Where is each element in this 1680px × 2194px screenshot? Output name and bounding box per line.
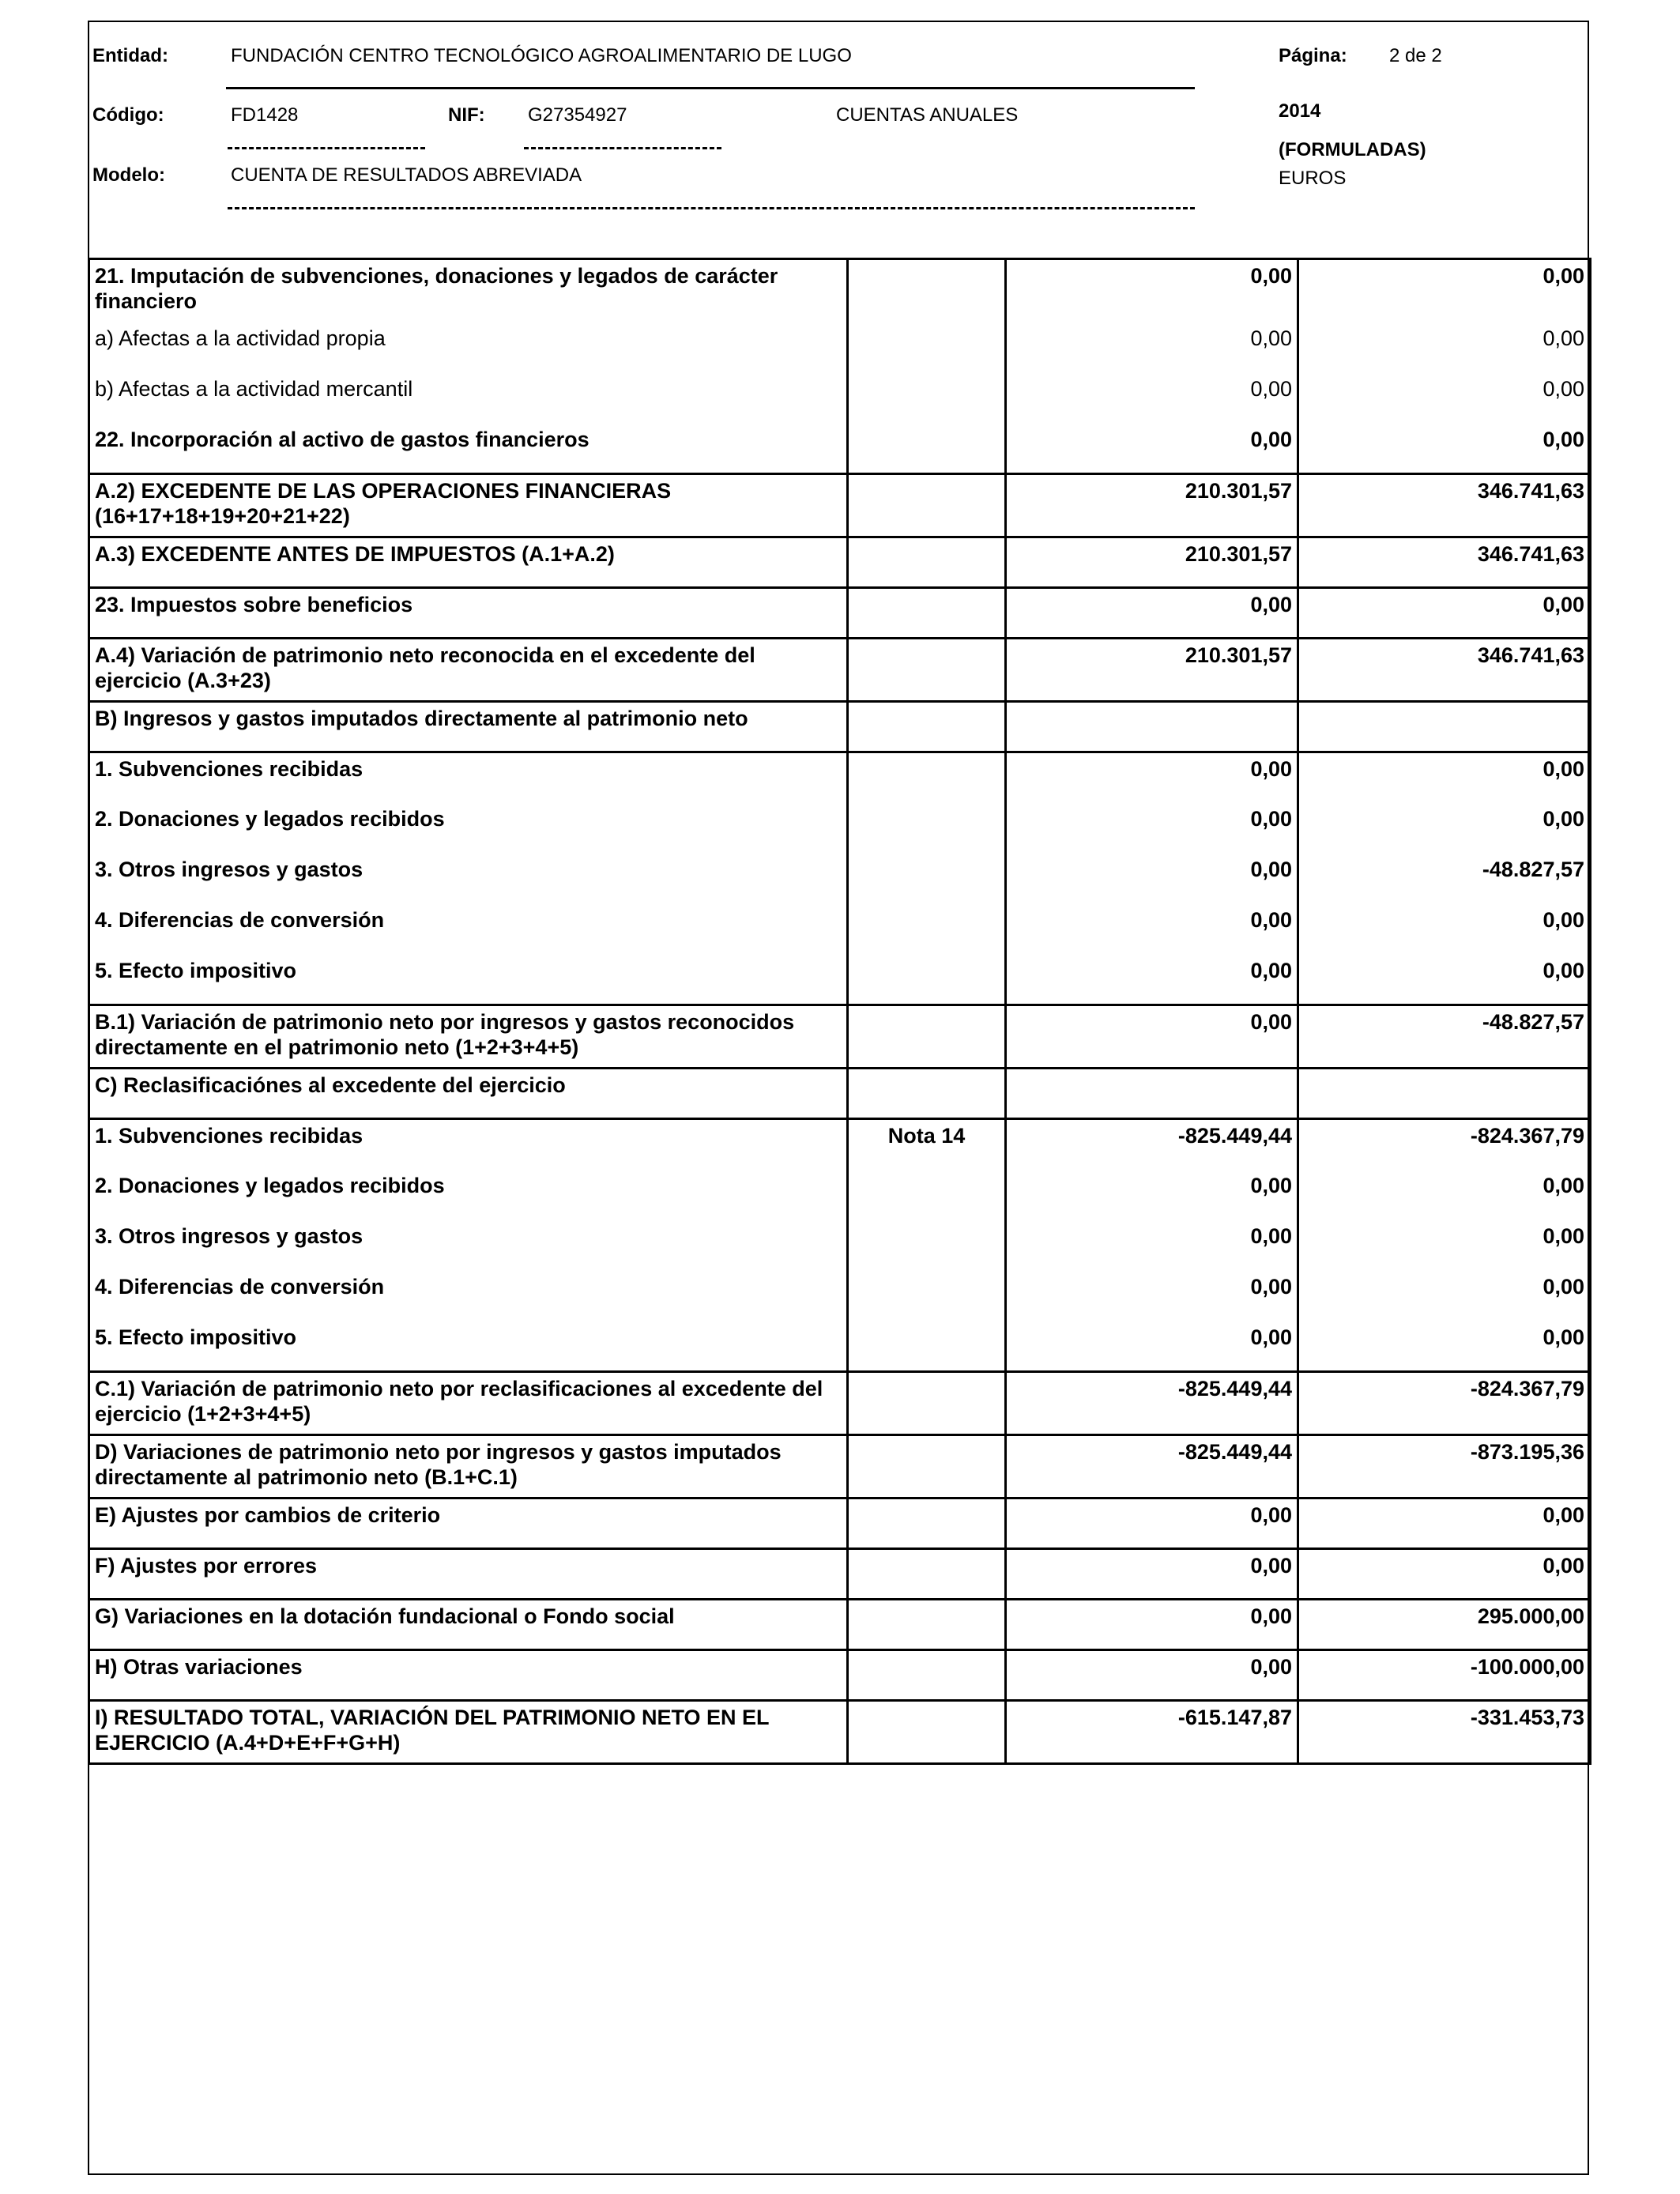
table-row [89, 424, 1591, 474]
row-label: 5. Efecto impositivo [89, 955, 848, 1005]
row-note [848, 1220, 1006, 1271]
row-value-prior: -824.367,79 [1298, 1372, 1591, 1435]
row-value-2014: 0,00 [1006, 424, 1298, 474]
row-note [848, 1650, 1006, 1701]
row-value-prior: -100.000,00 [1298, 1650, 1591, 1701]
row-value-2014: 0,00 [1006, 588, 1298, 639]
row-value-prior: 0,00 [1298, 1498, 1591, 1549]
row-note [848, 424, 1006, 474]
row-value-2014: 0,00 [1006, 1005, 1298, 1069]
accounts-status: (FORMULADAS) [1279, 139, 1426, 160]
row-value-2014: 210.301,57 [1006, 537, 1298, 588]
row-value-prior: 0,00 [1298, 1549, 1591, 1600]
row-note [848, 1435, 1006, 1498]
row-note [848, 904, 1006, 955]
row-note [848, 803, 1006, 854]
row-note [848, 639, 1006, 702]
nif-value: G27354927 [528, 104, 627, 126]
row-label: 5. Efecto impositivo [89, 1321, 848, 1372]
row-label: 1. Subvenciones recibidas [89, 1119, 848, 1170]
row-value-prior: 0,00 [1298, 1321, 1591, 1372]
row-value-2014: 0,00 [1006, 854, 1298, 904]
row-note [848, 1600, 1006, 1650]
modelo-dashed-underline [228, 207, 1195, 209]
row-value-prior: 0,00 [1298, 322, 1591, 373]
row-note [848, 1549, 1006, 1600]
row-value-2014: 0,00 [1006, 1549, 1298, 1600]
row-note [848, 1005, 1006, 1069]
row-value-prior: 0,00 [1298, 803, 1591, 854]
row-value-prior: -824.367,79 [1298, 1119, 1591, 1170]
row-value-2014: 0,00 [1006, 1220, 1298, 1271]
row-value-prior: 0,00 [1298, 955, 1591, 1005]
fiscal-year: 2014 [1279, 100, 1321, 122]
table-row [89, 322, 1591, 373]
row-label: F) Ajustes por errores [89, 1549, 848, 1600]
row-label: 22. Incorporación al activo de gastos financieros [89, 424, 848, 474]
row-label: a) Afectas a la actividad propia [89, 322, 848, 373]
row-note [848, 1701, 1006, 1764]
row-value-2014: 0,00 [1006, 1498, 1298, 1549]
row-note [848, 474, 1006, 537]
codigo-value: FD1428 [231, 104, 299, 126]
nif-label: NIF: [448, 104, 485, 126]
modelo-value: CUENTA DE RESULTADOS ABREVIADA [231, 164, 582, 186]
table-row [89, 1435, 1591, 1498]
table-row [89, 537, 1591, 588]
row-value-prior [1298, 1069, 1591, 1119]
row-note [848, 1321, 1006, 1372]
table-row [89, 588, 1591, 639]
row-value-2014: 210.301,57 [1006, 474, 1298, 537]
row-value-prior: 0,00 [1298, 904, 1591, 955]
row-value-2014: 0,00 [1006, 1170, 1298, 1220]
row-value-2014: -825.449,44 [1006, 1435, 1298, 1498]
row-note [848, 1372, 1006, 1435]
table-row [89, 1220, 1591, 1271]
row-value-prior: 0,00 [1298, 1170, 1591, 1220]
row-label: 2. Donaciones y legados recibidos [89, 803, 848, 854]
row-value-2014: 0,00 [1006, 259, 1298, 322]
table-row [89, 1498, 1591, 1549]
row-value-2014: 0,00 [1006, 1600, 1298, 1650]
table-row [89, 904, 1591, 955]
table-row [89, 1005, 1591, 1069]
currency-label: EUROS [1279, 168, 1347, 189]
table-row [89, 854, 1591, 904]
row-value-prior: 0,00 [1298, 424, 1591, 474]
row-value-prior: 0,00 [1298, 588, 1591, 639]
row-note: Nota 14 [848, 1119, 1006, 1170]
row-value-prior: 0,00 [1298, 1220, 1591, 1271]
row-value-2014: 0,00 [1006, 955, 1298, 1005]
modelo-label: Modelo: [92, 164, 165, 186]
row-note [848, 373, 1006, 424]
table-row [89, 1170, 1591, 1220]
row-value-prior: 346.741,63 [1298, 537, 1591, 588]
row-label: 23. Impuestos sobre beneficios [89, 588, 848, 639]
row-value-2014: 210.301,57 [1006, 639, 1298, 702]
row-note [848, 702, 1006, 752]
row-note [848, 1069, 1006, 1119]
row-label: C) Reclasificaciónes al excedente del ejercicio [89, 1069, 848, 1119]
table-row [89, 1372, 1591, 1435]
row-label: H) Otras variaciones [89, 1650, 848, 1701]
row-value-2014: -825.449,44 [1006, 1372, 1298, 1435]
table-row [89, 1600, 1591, 1650]
entidad-value: FUNDACIÓN CENTRO TECNOLÓGICO AGROALIMENTARIO DE LUGO [231, 45, 852, 66]
codigo-label: Código: [92, 104, 164, 126]
table-row [89, 803, 1591, 854]
row-value-prior: 346.741,63 [1298, 639, 1591, 702]
table-row [89, 474, 1591, 537]
row-note [848, 955, 1006, 1005]
row-label: I) RESULTADO TOTAL, VARIACIÓN DEL PATRIMONIO NETO EN EL EJERCICIO (A.4+D+E+F+G+H) [89, 1701, 848, 1764]
row-note [848, 537, 1006, 588]
table-row [89, 1271, 1591, 1321]
codigo-dashed-underline [228, 147, 425, 149]
table-row [89, 752, 1591, 803]
row-note [848, 752, 1006, 803]
pagina-value: 2 de 2 [1389, 45, 1442, 66]
row-value-2014: 0,00 [1006, 803, 1298, 854]
row-label: 3. Otros ingresos y gastos [89, 1220, 848, 1271]
row-note [848, 854, 1006, 904]
table-row [89, 702, 1591, 752]
row-value-2014: 0,00 [1006, 904, 1298, 955]
row-value-2014 [1006, 702, 1298, 752]
row-value-2014: 0,00 [1006, 373, 1298, 424]
table-row [89, 1119, 1591, 1170]
table-row [89, 955, 1591, 1005]
row-value-prior: 0,00 [1298, 373, 1591, 424]
row-label: 1. Subvenciones recibidas [89, 752, 848, 803]
row-label: 2. Donaciones y legados recibidos [89, 1170, 848, 1220]
table-row [89, 1650, 1591, 1701]
row-value-prior: -331.453,73 [1298, 1701, 1591, 1764]
row-label: b) Afectas a la actividad mercantil [89, 373, 848, 424]
table-row [89, 639, 1591, 702]
row-value-2014: -825.449,44 [1006, 1119, 1298, 1170]
row-label: C.1) Variación de patrimonio neto por reclasificaciones al excedente del ejercicio (1+2+3+4+5) [89, 1372, 848, 1435]
table-row [89, 1701, 1591, 1764]
row-note [848, 322, 1006, 373]
row-value-prior: -48.827,57 [1298, 854, 1591, 904]
row-value-2014: -615.147,87 [1006, 1701, 1298, 1764]
document-type: CUENTAS ANUALES [836, 104, 1019, 126]
row-value-2014: 0,00 [1006, 1650, 1298, 1701]
row-value-prior [1298, 702, 1591, 752]
row-note [848, 588, 1006, 639]
table-row [89, 259, 1591, 322]
row-value-prior: 346.741,63 [1298, 474, 1591, 537]
row-label: A.4) Variación de patrimonio neto reconocida en el excedente del ejercicio (A.3+23) [89, 639, 848, 702]
row-label: A.2) EXCEDENTE DE LAS OPERACIONES FINANCIERAS (16+17+18+19+20+21+22) [89, 474, 848, 537]
row-value-prior: 0,00 [1298, 752, 1591, 803]
row-value-2014 [1006, 1069, 1298, 1119]
row-value-prior: -873.195,36 [1298, 1435, 1591, 1498]
pagina-label: Página: [1279, 45, 1347, 66]
row-label: 4. Diferencias de conversión [89, 904, 848, 955]
row-value-2014: 0,00 [1006, 752, 1298, 803]
row-value-2014: 0,00 [1006, 1321, 1298, 1372]
table-row [89, 373, 1591, 424]
row-note [848, 259, 1006, 322]
row-note [848, 1170, 1006, 1220]
row-label: 21. Imputación de subvenciones, donaciones y legados de carácter financiero [89, 259, 848, 322]
row-value-prior: 0,00 [1298, 1271, 1591, 1321]
table-row [89, 1549, 1591, 1600]
table-row [89, 1069, 1591, 1119]
row-value-prior: -48.827,57 [1298, 1005, 1591, 1069]
row-label: G) Variaciones en la dotación fundacional o Fondo social [89, 1600, 848, 1650]
table-row [89, 1321, 1591, 1372]
nif-dashed-underline [524, 147, 721, 149]
entidad-underline [226, 87, 1195, 89]
row-value-2014: 0,00 [1006, 1271, 1298, 1321]
income-statement-table [88, 258, 1591, 1765]
row-label: D) Variaciones de patrimonio neto por ingresos y gastos imputados directamente al patrimonio neto (B.1+C.1) [89, 1435, 848, 1498]
row-label: B) Ingresos y gastos imputados directamente al patrimonio neto [89, 702, 848, 752]
row-value-2014: 0,00 [1006, 322, 1298, 373]
row-label: B.1) Variación de patrimonio neto por ingresos y gastos reconocidos directamente en el patrimonio neto (1+2+3+4+5) [89, 1005, 848, 1069]
row-note [848, 1498, 1006, 1549]
row-label: A.3) EXCEDENTE ANTES DE IMPUESTOS (A.1+A.2) [89, 537, 848, 588]
row-note [848, 1271, 1006, 1321]
row-value-prior: 295.000,00 [1298, 1600, 1591, 1650]
row-label: E) Ajustes por cambios de criterio [89, 1498, 848, 1549]
row-label: 4. Diferencias de conversión [89, 1271, 848, 1321]
row-value-prior: 0,00 [1298, 259, 1591, 322]
row-label: 3. Otros ingresos y gastos [89, 854, 848, 904]
entidad-label: Entidad: [92, 45, 168, 66]
